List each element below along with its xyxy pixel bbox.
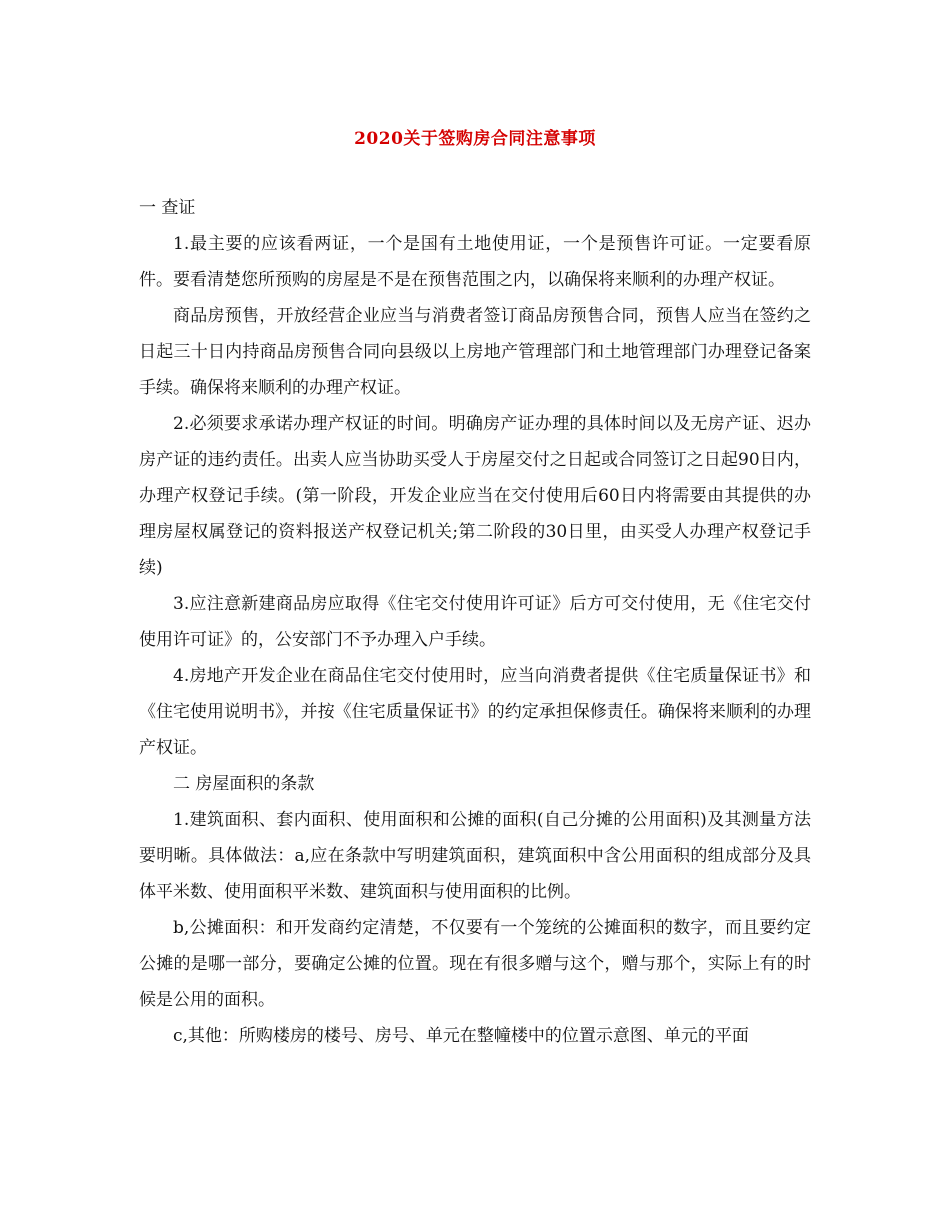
paragraph: 商品房预售，开放经营企业应当与消费者签订商品房预售合同，预售人应当在签约之日起三十日内持商品房预售合同向县级以上房地产管理部门和土地管理部门办理登记备案手续。确保将来顺利的办理产权证。: [139, 306, 811, 398]
document-title: 2020关于签购房合同注意事项: [354, 129, 596, 149]
section-heading-verify: 一 查证: [139, 198, 196, 218]
section-heading-area: 二 房屋面积的条款: [173, 774, 315, 794]
paragraph: 2.必须要求承诺办理产权证的时间。明确房产证办理的具体时间以及无房产证、迟办房产证的违约责任。出卖人应当协助买受人于房屋交付之日起或合同签订之日起90日内，办理产权登记手续。(第一阶段，开发企业应当在交付使用后60日内将需要由其提供的办理房屋权属登记的资料报送产权登记机关;第二阶段的30日里，由买受人办理产权登记手续): [139, 414, 811, 578]
paragraph: c,其他：所购楼房的楼号、房号、单元在整幢楼中的位置示意图、单元的平面: [173, 1026, 749, 1046]
paragraph: 3.应注意新建商品房应取得《住宅交付使用许可证》后方可交付使用，无《住宅交付使用许可证》的，公安部门不予办理入户手续。: [139, 594, 811, 650]
paragraph: 4.房地产开发企业在商品住宅交付使用时，应当向消费者提供《住宅质量保证书》和《住宅使用说明书》，并按《住宅质量保证书》的约定承担保修责任。确保将来顺利的办理产权证。: [139, 666, 811, 758]
paragraph: 1.建筑面积、套内面积、使用面积和公摊的面积(自己分摊的公用面积)及其测量方法要明晰。具体做法：a,应在条款中写明建筑面积，建筑面积中含公用面积的组成部分及具体平米数、使用面积平米数、建筑面积与使用面积的比例。: [139, 810, 811, 902]
document-body: [139, 190, 811, 1054]
paragraph: 1.最主要的应该看两证，一个是国有土地使用证，一个是预售许可证。一定要看原件。要看清楚您所预购的房屋是不是在预售范围之内，以确保将来顺利的办理产权证。: [139, 234, 811, 290]
paragraph: b,公摊面积：和开发商约定清楚，不仅要有一个笼统的公摊面积的数字，而且要约定公摊的是哪一部分，要确定公摊的位置。现在有很多赠与这个，赠与那个，实际上有的时候是公用的面积。: [139, 918, 811, 1010]
